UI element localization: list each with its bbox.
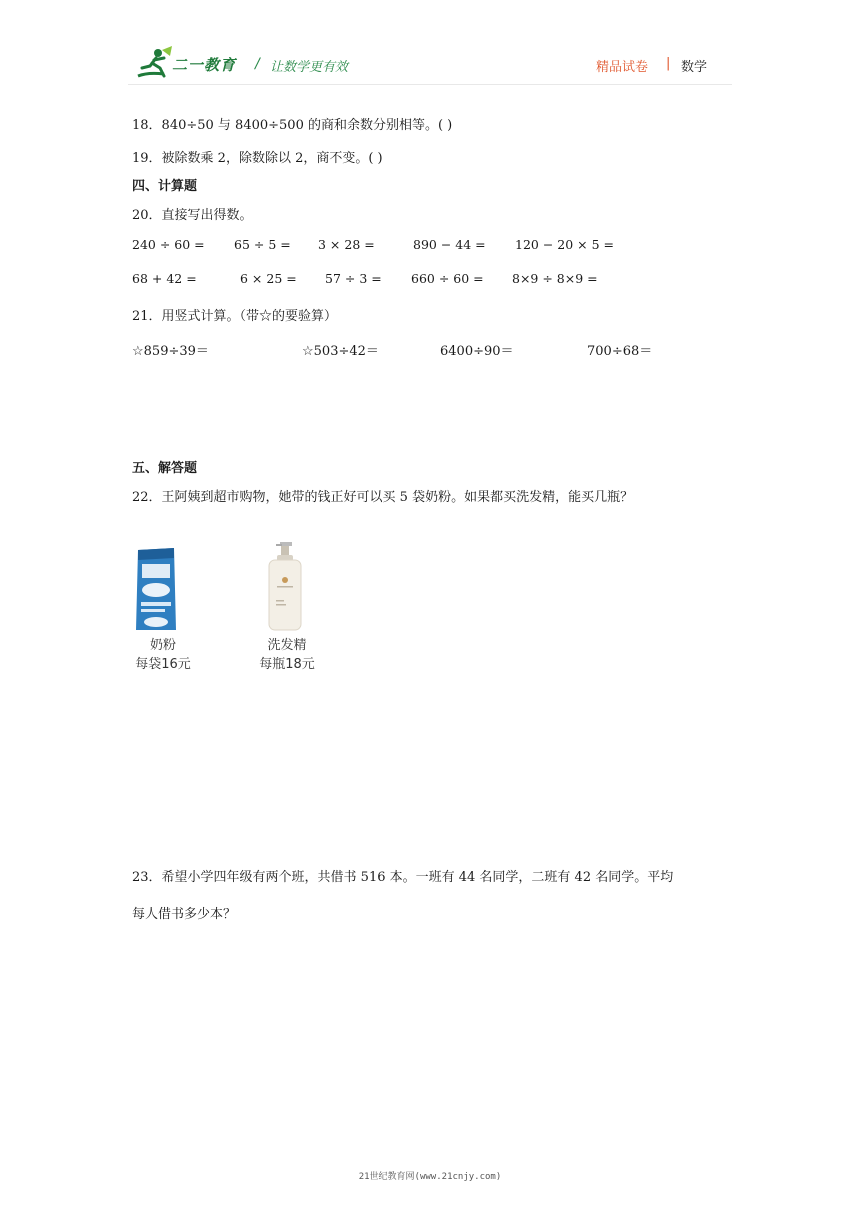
header-label: 精品试卷 (596, 60, 649, 75)
question-23-line-2: 每人借书多少本？ (132, 907, 237, 922)
question-19: 19．被除数乘 2，除数除以 2，商不变。( ) (132, 151, 383, 166)
header-slogan: 让数学更有效 (270, 60, 349, 75)
header-slash: / (255, 56, 260, 72)
runner-logo-icon (134, 46, 174, 80)
mental-calc-item: 6 × 25 = (240, 271, 297, 286)
mental-calc-item: 68 + 42 = (132, 271, 197, 286)
milk-powder-bag-icon (134, 546, 178, 632)
logo-text: 二一教育 (172, 56, 237, 74)
section-4-title: 四、计算题 (132, 179, 198, 194)
question-18: 18．840÷50 与 8400÷500 的商和余数分别相等。( ) (132, 118, 453, 133)
header-divider (128, 84, 732, 85)
shampoo-bottle-icon (264, 540, 304, 632)
vertical-calc-item: 700÷68＝ (587, 344, 653, 359)
mental-calc-item: 120 − 20 × 5 = (515, 237, 615, 252)
vertical-calc-item: 6400÷90＝ (440, 344, 514, 359)
product-price-milk: 每袋16元 (135, 657, 191, 672)
question-22: 22．王阿姨到超市购物，她带的钱正好可以买 5 袋奶粉。如果都买洗发精，能买几瓶？ (132, 490, 634, 505)
product-name-shampoo: 洗发精 (267, 638, 307, 653)
question-23-line-1: 23．希望小学四年级有两个班，共借书 516 本。一班有 44 名同学，二班有 42 名同学。平均 (132, 870, 674, 885)
product-name-milk: 奶粉 (149, 638, 176, 653)
page-footer: 21世纪教育网(www.21cnjy.com) (358, 1172, 502, 1182)
header-subject: 数学 (681, 60, 708, 75)
mental-calc-item: 8×9 ÷ 8×9 = (512, 271, 598, 286)
question-20: 20．直接写出得数。 (132, 208, 253, 223)
product-price-shampoo: 每瓶18元 (259, 657, 315, 672)
mental-calc-item: 65 ÷ 5 = (234, 237, 291, 252)
question-21: 21．用竖式计算。（带☆的要验算） (132, 309, 338, 324)
vertical-calc-item: ☆859÷39＝ (132, 344, 209, 359)
header-separator: | (666, 56, 671, 71)
mental-calc-item: 57 ÷ 3 = (325, 271, 382, 286)
vertical-calc-item: ☆503÷42＝ (302, 344, 379, 359)
mental-calc-item: 240 ÷ 60 = (132, 237, 205, 252)
mental-calc-item: 3 × 28 = (318, 237, 375, 252)
mental-calc-item: 890 − 44 = (413, 237, 486, 252)
section-5-title: 五、解答题 (132, 461, 198, 476)
mental-calc-item: 660 ÷ 60 = (411, 271, 484, 286)
